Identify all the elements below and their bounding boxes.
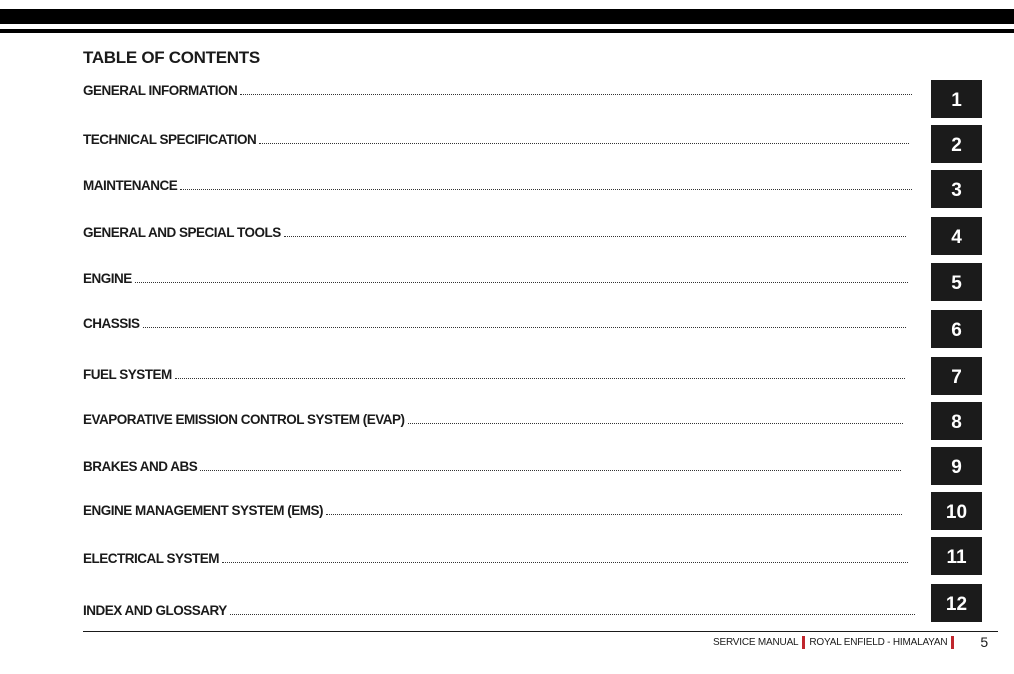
toc-entry-title: FUEL SYSTEM: [83, 367, 172, 382]
chapter-tab-12[interactable]: 12: [931, 584, 982, 622]
footer-model-label: ROYAL ENFIELD - HIMALAYAN: [809, 636, 948, 648]
toc-entry-title: CHASSIS: [83, 316, 140, 331]
toc-entry-general-information[interactable]: [83, 78, 912, 98]
dot-leader: [143, 326, 906, 328]
toc-entry-engine[interactable]: [83, 266, 908, 286]
toc-entry-title: EVAPORATIVE EMISSION CONTROL SYSTEM (EVAP): [83, 412, 405, 427]
dot-leader: [326, 513, 902, 515]
footer-manual-label: SERVICE MANUAL: [713, 636, 799, 648]
toc-entry-title: MAINTENANCE: [83, 178, 178, 193]
dot-leader: [180, 188, 912, 190]
chapter-tab-9[interactable]: 9: [931, 447, 982, 485]
dot-leader: [222, 561, 908, 563]
footer-divider: [83, 631, 998, 632]
toc-entry-electrical-system[interactable]: [83, 546, 908, 566]
toc-entry-brakes-and-abs[interactable]: [83, 454, 901, 474]
footer-separator: [951, 636, 954, 649]
footer-separator: [802, 636, 805, 649]
toc-entry-title: GENERAL INFORMATION: [83, 83, 238, 98]
dot-leader: [240, 93, 912, 95]
toc-entry-index-and-glossary[interactable]: [83, 598, 915, 618]
dot-leader: [135, 281, 908, 283]
toc-entry-title: TECHNICAL SPECIFICATION: [83, 132, 257, 147]
toc-entry-title: ELECTRICAL SYSTEM: [83, 551, 220, 566]
chapter-tab-7[interactable]: 7: [931, 357, 982, 395]
toc-entry-fuel-system[interactable]: [83, 362, 905, 382]
toc-entry-title: GENERAL AND SPECIAL TOOLS: [83, 225, 281, 240]
chapter-tab-11[interactable]: 11: [931, 537, 982, 575]
chapter-tab-8[interactable]: 8: [931, 402, 982, 440]
header-bar-thick: [0, 9, 1014, 24]
chapter-tab-3[interactable]: 3: [931, 170, 982, 208]
chapter-tab-6[interactable]: 6: [931, 310, 982, 348]
toc-entry-maintenance[interactable]: [83, 173, 912, 193]
toc-entry-title: ENGINE: [83, 271, 132, 286]
page-number: 5: [980, 634, 988, 650]
toc-entry-title: ENGINE MANAGEMENT SYSTEM (EMS): [83, 503, 324, 518]
chapter-tab-4[interactable]: 4: [931, 217, 982, 255]
dot-leader: [408, 422, 903, 424]
page-footer: [713, 634, 988, 650]
toc-entry-technical-specification[interactable]: [83, 127, 909, 147]
dot-leader: [284, 235, 906, 237]
chapter-tab-10[interactable]: 10: [931, 492, 982, 530]
dot-leader: [200, 469, 901, 471]
dot-leader: [175, 377, 905, 379]
toc-entry-title: INDEX AND GLOSSARY: [83, 603, 227, 618]
page-title: TABLE OF CONTENTS: [83, 48, 260, 67]
dot-leader: [230, 613, 915, 615]
chapter-tab-2[interactable]: 2: [931, 125, 982, 163]
dot-leader: [259, 142, 909, 144]
header-bar-thin: [0, 29, 1014, 33]
chapter-tab-5[interactable]: 5: [931, 263, 982, 301]
chapter-tab-1[interactable]: 1: [931, 80, 982, 118]
toc-entry-chassis[interactable]: [83, 311, 906, 331]
toc-entry-ems[interactable]: [83, 498, 902, 518]
toc-entry-evap[interactable]: [83, 407, 903, 427]
toc-entry-general-and-special-tools[interactable]: [83, 220, 906, 240]
toc-entry-title: BRAKES AND ABS: [83, 459, 198, 474]
